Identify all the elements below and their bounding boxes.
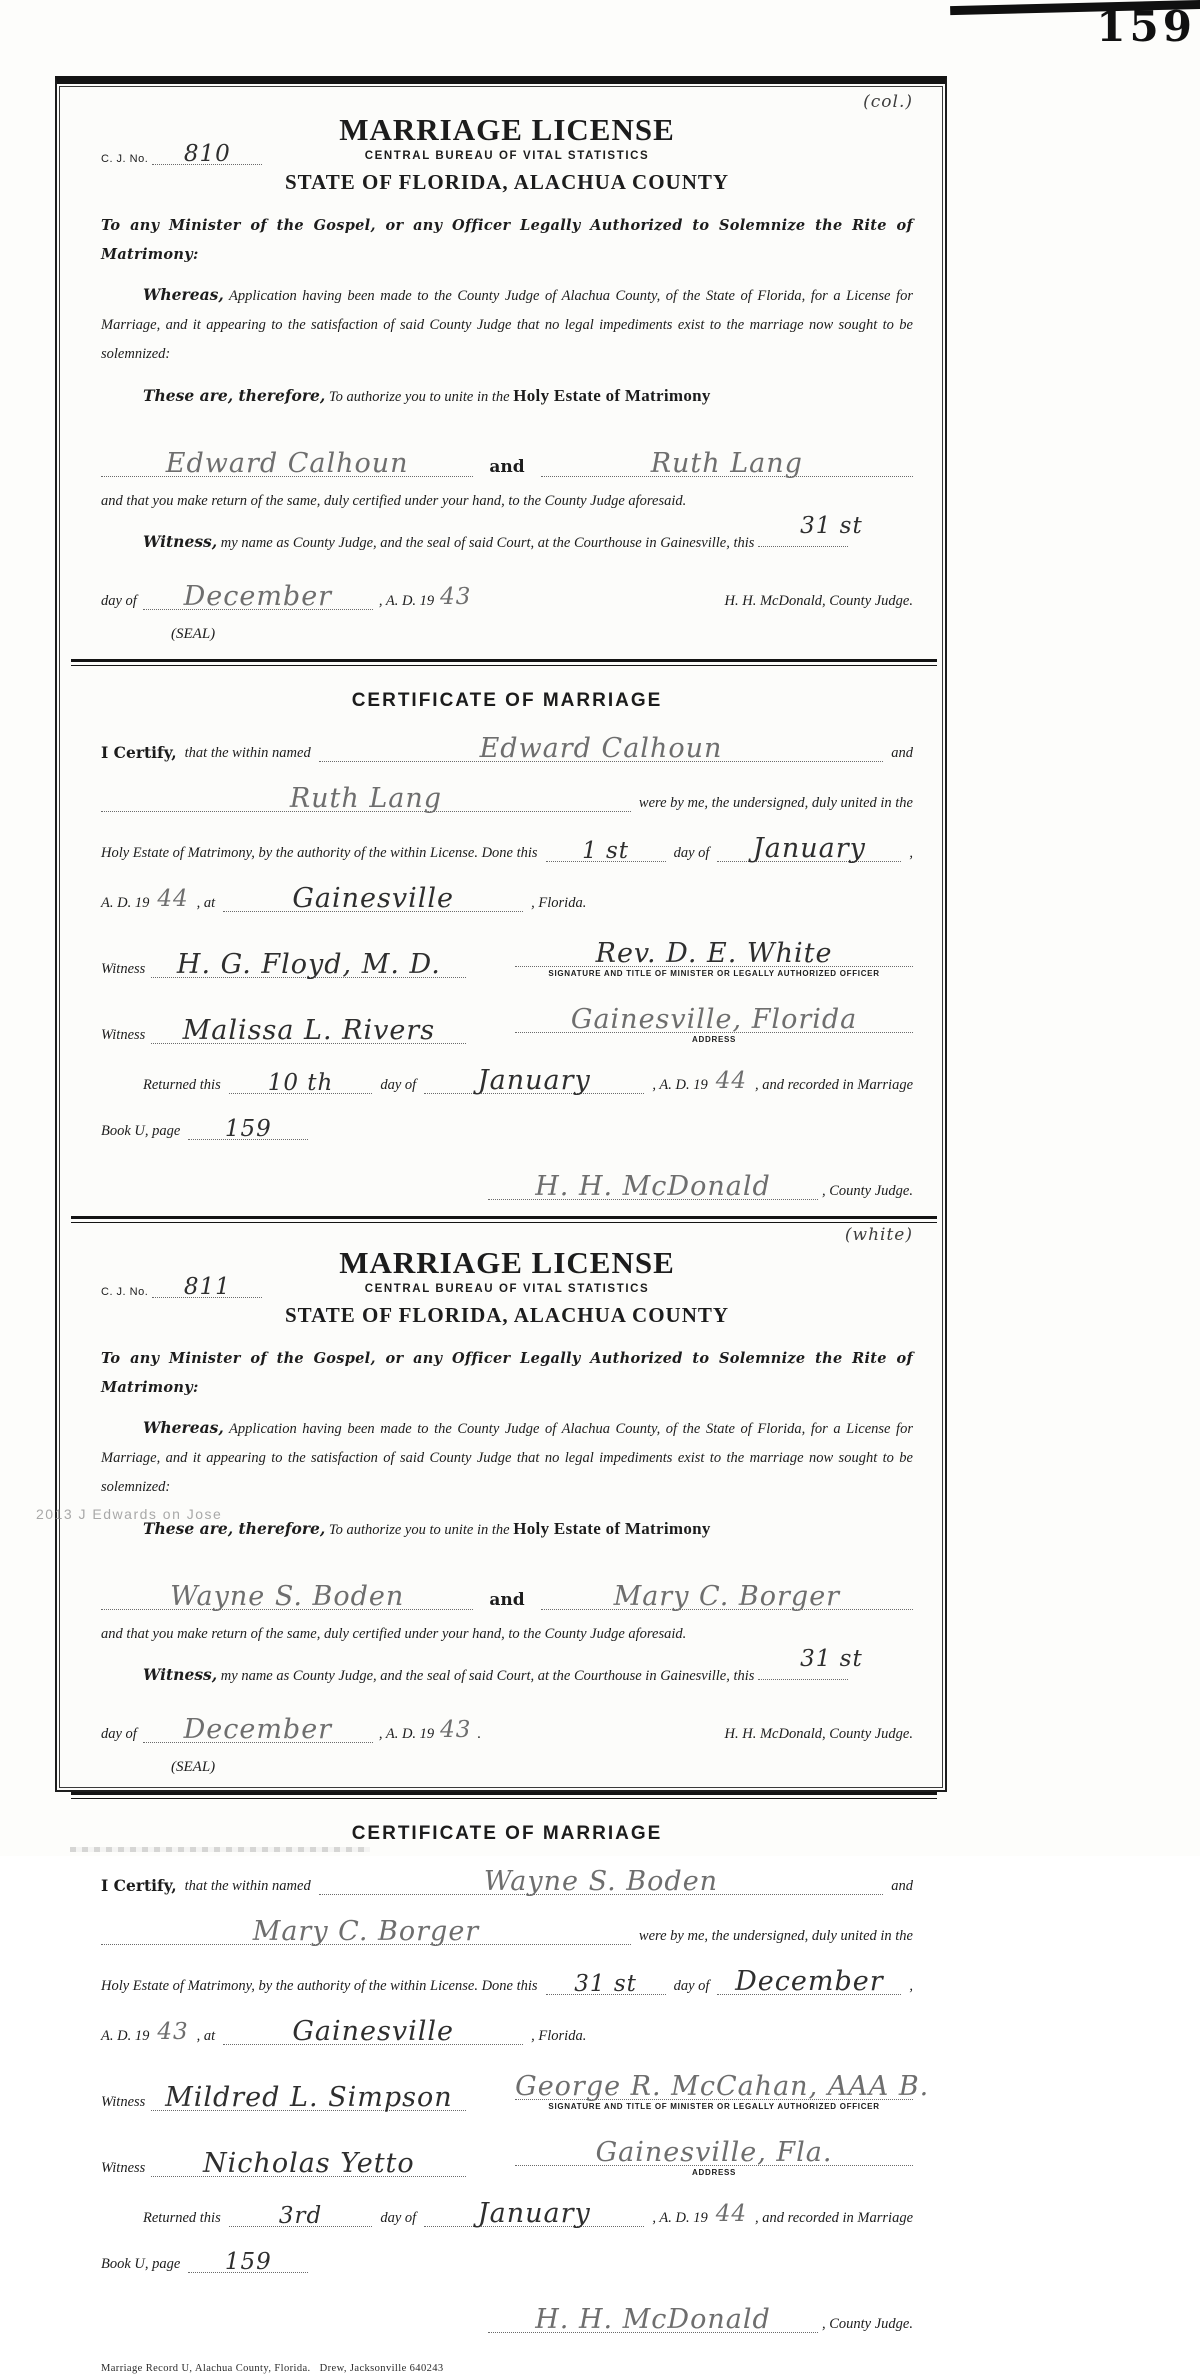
groom-name-line — [101, 1581, 473, 1612]
whereas-body: Application having been made to the County Judge of Alachua County, of the State of Florida, for a License for Marriage, and it appearing to the satisfaction of said County Judge that no legal impediments exist to the marriage now sought to be solemnized: — [101, 1421, 913, 1495]
witness-year: 43 — [440, 1717, 472, 1743]
judge-signature-row — [101, 1166, 913, 1200]
witness-label: Witness — [101, 961, 146, 977]
therefore-strong: Holy Estate of Matrimony — [513, 386, 711, 405]
witness-label: Witness — [101, 1027, 146, 1043]
witness2-name: Nicholas Yetto — [203, 2148, 415, 2179]
done-month: January — [752, 833, 866, 864]
returned-year: 44 — [715, 1068, 747, 1094]
license-divider — [71, 1216, 937, 1223]
witness-officiant-row — [101, 938, 913, 980]
comma: , — [909, 845, 913, 861]
witness-line — [101, 1646, 913, 1691]
judge-signature-line — [488, 1171, 818, 1202]
done-day-line — [546, 1971, 666, 1997]
cert-bride-name: Mary C. Borger — [252, 1916, 480, 1947]
section-divider — [71, 1792, 937, 1799]
witness-lead: Witness, — [143, 532, 218, 551]
day-of-label: day of — [101, 1726, 137, 1742]
officiant-signature-line — [515, 938, 913, 969]
witness-label: Witness — [101, 2160, 146, 2176]
united-clause: were by me, the undersigned, duly united in the — [638, 795, 913, 811]
page-number: 159 — [1096, 2, 1196, 51]
couple-names-row — [101, 443, 913, 477]
witness1-line — [151, 949, 466, 980]
cert-groom-name: Edward Calhoun — [479, 733, 723, 764]
license-title: MARRIAGE LICENSE — [339, 112, 675, 147]
groom-name: Edward Calhoun — [165, 448, 409, 479]
cert-groom-name: Wayne S. Boden — [483, 1866, 719, 1897]
at-label: , at — [196, 2028, 216, 2044]
cert-done-row — [101, 833, 913, 864]
state-county-line: STATE OF FLORIDA, ALACHUA COUNTY — [284, 1303, 730, 1327]
state-county-line: STATE OF FLORIDA, ALACHUA COUNTY — [284, 170, 730, 194]
bride-name-line — [541, 1581, 913, 1612]
cert-bride-row — [101, 783, 913, 814]
signature-caption: SIGNATURE AND TITLE OF MINISTER OR LEGALLY AUTHORIZED OFFICER — [548, 2102, 880, 2111]
groom-name: Wayne S. Boden — [170, 1581, 405, 1612]
therefore-strong: Holy Estate of Matrimony — [513, 1519, 711, 1538]
bride-name: Mary C. Borger — [613, 1581, 841, 1612]
officiant-signature: Rev. D. E. White — [595, 938, 833, 969]
therefore-line — [101, 1512, 913, 1546]
race-annotation: (col.) — [863, 92, 913, 112]
whereas-paragraph — [101, 279, 913, 369]
witness-address-row — [101, 1004, 913, 1046]
license-header — [101, 1245, 913, 1328]
witness1-name: H. G. Floyd, M. D. — [176, 949, 441, 980]
witness-body: my name as County Judge, and the seal of said Court, at the Courthouse in Gainesville, this — [220, 1668, 755, 1684]
judge-signature: H. H. McDonald — [535, 1171, 771, 1202]
cert-bride-line — [101, 783, 631, 814]
cj-number-label: C. J. No. — [101, 153, 149, 165]
and-word: and — [891, 1878, 913, 1894]
holy-clause: Holy Estate of Matrimony, by the authority of the within License. Done this — [101, 845, 538, 861]
whereas-lead: Whereas, — [143, 1418, 224, 1437]
address-caption: ADDRESS — [692, 2168, 737, 2177]
done-day: 1 st — [582, 838, 630, 864]
ad-label: , A. D. 19 — [652, 2210, 708, 2226]
done-month-line — [717, 1966, 901, 1997]
therefore-body: To authorize you to unite in the — [328, 389, 510, 405]
witness1-group — [101, 949, 466, 980]
section-divider — [71, 659, 937, 666]
done-place: Gainesville — [292, 883, 454, 914]
county-judge-suffix: , County Judge. — [821, 2316, 913, 2332]
witness1-line — [151, 2082, 466, 2113]
holy-clause: Holy Estate of Matrimony, by the authority of the within License. Done this — [101, 1978, 538, 1994]
ad-label: , A. D. 19 — [378, 1726, 435, 1742]
witness-month: December — [183, 581, 333, 612]
done-day-line — [546, 838, 666, 864]
witness-body: my name as County Judge, and the seal of said Court, at the Courthouse in Gainesville, this — [220, 535, 755, 551]
certify-lead: I Certify, — [101, 743, 177, 762]
cert-bride-line — [101, 1916, 631, 1947]
cj-number-value: 810 — [183, 141, 231, 167]
therefore-body: To authorize you to unite in the — [328, 1522, 510, 1538]
returned-month: January — [477, 2198, 591, 2229]
cert-groom-line — [319, 1866, 884, 1897]
returned-label: Returned this — [143, 1077, 221, 1093]
return-clause: and that you make return of the same, duly certified under your hand, to the County Judge aforesaid. — [101, 1626, 687, 1642]
day-of-row — [101, 580, 913, 610]
certify-row — [101, 1866, 913, 1897]
day-of-label: day of — [673, 845, 710, 861]
marriage-license-811 — [101, 1225, 930, 2374]
done-year: 44 — [157, 886, 189, 912]
officiant-address-group — [515, 1004, 913, 1044]
judge-signature-line — [488, 2304, 818, 2335]
and-connector: and — [489, 457, 525, 477]
book-page-line — [188, 1116, 308, 1142]
signature-caption: SIGNATURE AND TITLE OF MINISTER OR LEGALLY AUTHORIZED OFFICER — [548, 969, 880, 978]
returned-day: 3rd — [278, 2203, 323, 2229]
done-month: December — [735, 1966, 884, 1997]
document-frame — [55, 76, 947, 2374]
cj-number-row — [101, 1274, 262, 1300]
judge-printed-name: H. H. McDonald, County Judge. — [724, 593, 913, 609]
bureau-line: CENTRAL BUREAU OF VITAL STATISTICS — [364, 150, 650, 162]
witness-day: 31 st — [800, 1646, 863, 1672]
seal-label: (SEAL) — [171, 626, 216, 642]
witness-officiant-row — [101, 2071, 930, 2113]
certify-body: that the within named — [184, 745, 311, 761]
witness-line — [101, 513, 913, 558]
cj-number-line — [152, 141, 262, 167]
returned-year: 44 — [715, 2201, 747, 2227]
officiant-signature-group — [515, 2071, 930, 2111]
done-month-line — [717, 833, 901, 864]
return-clause: and that you make return of the same, duly certified under your hand, to the County Judge aforesaid. — [101, 493, 687, 509]
united-clause: were by me, the undersigned, duly united in the — [638, 1928, 913, 1944]
returned-row — [101, 2198, 913, 2229]
salutation: To any Minister of the Gospel, or any Officer Legally Authorized to Solemnize the Rite of Matrimony: — [101, 1350, 913, 1396]
book-page: 159 — [224, 1116, 272, 1142]
comma: , — [909, 1978, 913, 1994]
couple-names-row — [101, 1576, 913, 1610]
witness-label: Witness — [101, 2094, 146, 2110]
ad-lead: A. D. 19 — [101, 2028, 150, 2044]
witness-day-line — [758, 1646, 863, 1680]
race-annotation: (white) — [844, 1225, 913, 1245]
book-page-row — [101, 1114, 913, 1140]
certify-row — [101, 733, 913, 764]
witness-year: 43 — [440, 584, 472, 610]
cert-place-row — [101, 883, 913, 914]
officiant-address-line — [515, 2137, 913, 2168]
witness-address-row — [101, 2137, 913, 2179]
at-label: , at — [196, 895, 216, 911]
license-header — [101, 112, 913, 195]
book-page-line — [188, 2249, 308, 2275]
returned-day: 10 th — [267, 1070, 334, 1096]
salutation: To any Minister of the Gospel, or any Officer Legally Authorized to Solemnize the Rite of Matrimony: — [101, 217, 913, 263]
cert-done-row — [101, 1966, 913, 1997]
therefore-lead: These are, therefore, — [143, 386, 326, 405]
witness-day-line — [758, 513, 863, 547]
done-place-line — [223, 883, 523, 914]
officiant-signature-group — [515, 938, 913, 978]
witness-year-suffix: . — [477, 1726, 482, 1742]
officiant-address-group — [515, 2137, 913, 2177]
officiant-signature-line — [515, 2071, 930, 2102]
witness-day: 31 st — [800, 513, 863, 539]
whereas-lead: Whereas, — [143, 285, 224, 304]
cj-number-row — [101, 141, 262, 167]
cj-number-line — [152, 1274, 262, 1300]
book-page-row — [101, 2247, 913, 2273]
officiant-address: Gainesville, Fla. — [595, 2137, 833, 2168]
witness2-group — [101, 1015, 466, 1046]
judge-printed-name: H. H. McDonald, County Judge. — [724, 1726, 913, 1742]
book-page: 159 — [224, 2249, 272, 2275]
license-title: MARRIAGE LICENSE — [339, 1245, 675, 1280]
day-of-label: day of — [101, 593, 137, 609]
judge-signature: H. H. McDonald — [535, 2304, 771, 2335]
day-of-label: day of — [380, 2210, 417, 2226]
day-of-label: day of — [380, 1077, 417, 1093]
cert-place-row — [101, 2016, 913, 2047]
recorded-clause: , and recorded in Marriage — [755, 2210, 913, 2226]
cert-groom-line — [319, 733, 884, 764]
florida-label: , Florida. — [531, 895, 587, 911]
faint-watermark: 2013 J Edwards on Jose — [36, 1506, 223, 1522]
witness-month-line — [143, 1714, 373, 1745]
done-place: Gainesville — [292, 2016, 454, 2047]
witness2-line — [151, 2148, 466, 2179]
day-of-label: day of — [673, 1978, 710, 1994]
marriage-license-810 — [101, 92, 913, 1223]
certify-lead: I Certify, — [101, 1876, 177, 1895]
day-of-row — [101, 1713, 913, 1743]
ad-label: , A. D. 19 — [652, 1077, 708, 1093]
returned-month: January — [477, 1065, 591, 1096]
done-place-line — [223, 2016, 523, 2047]
ad-label: , A. D. 19 — [378, 593, 435, 609]
certificate-title: CERTIFICATE OF MARRIAGE — [351, 690, 663, 711]
bride-name: Ruth Lang — [650, 448, 803, 479]
done-day: 31 st — [574, 1971, 637, 1997]
therefore-line — [101, 379, 913, 413]
witness1-group — [101, 2082, 466, 2113]
ad-lead: A. D. 19 — [101, 895, 150, 911]
done-year: 43 — [157, 2019, 189, 2045]
cert-bride-name: Ruth Lang — [289, 783, 443, 814]
witness-lead: Witness, — [143, 1665, 218, 1684]
witness-month-line — [143, 581, 373, 612]
certify-body: that the within named — [184, 1878, 311, 1894]
groom-name-line — [101, 448, 473, 479]
returned-label: Returned this — [143, 2210, 221, 2226]
officiant-address: Gainesville, Florida — [570, 1004, 858, 1035]
book-label: Book U, page — [101, 2256, 181, 2272]
officiant-address-line — [515, 1004, 913, 1035]
address-caption: ADDRESS — [692, 1035, 737, 1044]
and-word: and — [891, 745, 913, 761]
whereas-body: Application having been made to the County Judge of Alachua County, of the State of Florida, for a License for Marriage, and it appearing to the satisfaction of said County Judge that no legal impediments exist to the marriage now sought to be solemnized: — [101, 288, 913, 362]
county-judge-suffix: , County Judge. — [821, 1183, 913, 1199]
seal-label: (SEAL) — [171, 1759, 216, 1775]
bride-name-line — [541, 448, 913, 479]
witness2-line — [151, 1015, 466, 1046]
witness1-name: Mildred L. Simpson — [165, 2082, 453, 2113]
cj-number-label: C. J. No. — [101, 1286, 149, 1298]
cert-bride-row — [101, 1916, 913, 1947]
witness2-name: Malissa L. Rivers — [182, 1015, 436, 1046]
bureau-line: CENTRAL BUREAU OF VITAL STATISTICS — [364, 1283, 650, 1295]
returned-month-line — [424, 2198, 644, 2229]
returned-row — [101, 1065, 913, 1096]
therefore-lead: These are, therefore, — [143, 1519, 326, 1538]
printer-imprint: Marriage Record U, Alachua County, Florida. Drew, Jacksonville 640243 — [101, 2363, 444, 2374]
and-connector: and — [489, 1590, 525, 1610]
recorded-clause: , and recorded in Marriage — [755, 1077, 913, 1093]
witness-month: December — [183, 1714, 333, 1745]
florida-label: , Florida. — [531, 2028, 587, 2044]
returned-day-line — [229, 1070, 373, 1096]
returned-day-line — [229, 2203, 373, 2229]
cj-number-value: 811 — [183, 1274, 231, 1300]
book-label: Book U, page — [101, 1123, 181, 1139]
officiant-signature: George R. McCahan, AAA B. — [515, 2071, 930, 2102]
certificate-title: CERTIFICATE OF MARRIAGE — [351, 1823, 663, 1844]
whereas-paragraph — [101, 1412, 913, 1502]
witness2-group — [101, 2148, 466, 2179]
judge-signature-row — [101, 2299, 913, 2333]
returned-month-line — [424, 1065, 644, 1096]
